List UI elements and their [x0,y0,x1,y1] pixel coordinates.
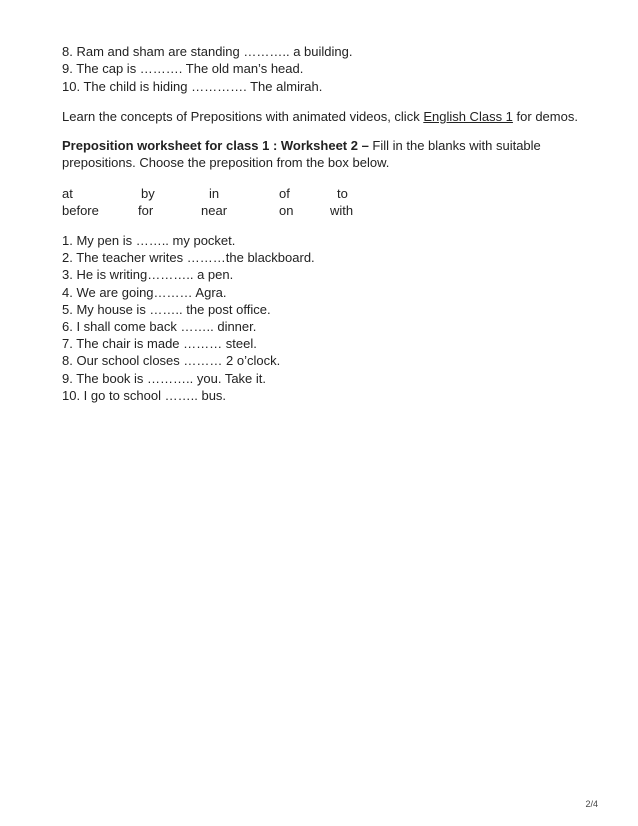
learn-text-after: for demos. [512,109,578,124]
word-option: near [201,203,228,218]
question-item: 4. We are going……… Agra. [62,284,227,300]
learn-paragraph [62,108,582,125]
word-option: of [279,186,290,201]
question-item: 1. My pen is …….. my pocket. [62,233,236,248]
question-item: 10. The child is hiding …………. The almirah. [62,78,323,94]
question-item: 6. I shall come back …….. dinner. [62,319,257,335]
question-item: 2. The teacher writes ………the blackboard. [62,250,315,266]
english-class-1-link[interactable]: English Class 1 [423,109,513,124]
questions-list [62,232,582,404]
question-item: 9. The book is ……….. you. Take it. [62,370,267,386]
question-item: 10. I go to school …….. bus. [62,387,227,403]
learn-text: Learn the concepts of Prepositions with animated videos, click [62,109,424,124]
word-option: to [337,186,348,201]
question-item: 5. My house is …….. the post office. [62,301,271,317]
word-option: with [330,203,354,218]
word-option: at [62,186,73,201]
question-item: 7. The chair is made ……… steel. [62,336,257,352]
worksheet-instructions: Fill in the blanks with suitable prepositions. Choose the preposition from the box below. [62,138,541,171]
word-option: on [279,203,294,218]
question-item: 9. The cap is ………. The old man’s head. [62,61,304,77]
word-option: for [138,203,154,218]
worksheet-intro [62,137,542,172]
word-option: by [141,186,155,201]
page-number: 2/4 [585,799,598,809]
worksheet-heading: Preposition worksheet for class 1 : Worksheet 2 – [62,138,369,153]
question-item: 8. Ram and sham are standing ……….. a building. [62,44,353,59]
question-item: 8. Our school closes ……… 2 o’clock. [62,353,281,369]
word-option: in [209,186,220,201]
word-option: before [62,203,99,218]
previous-questions [62,43,582,95]
question-item: 3. He is writing……….. a pen. [62,267,234,283]
